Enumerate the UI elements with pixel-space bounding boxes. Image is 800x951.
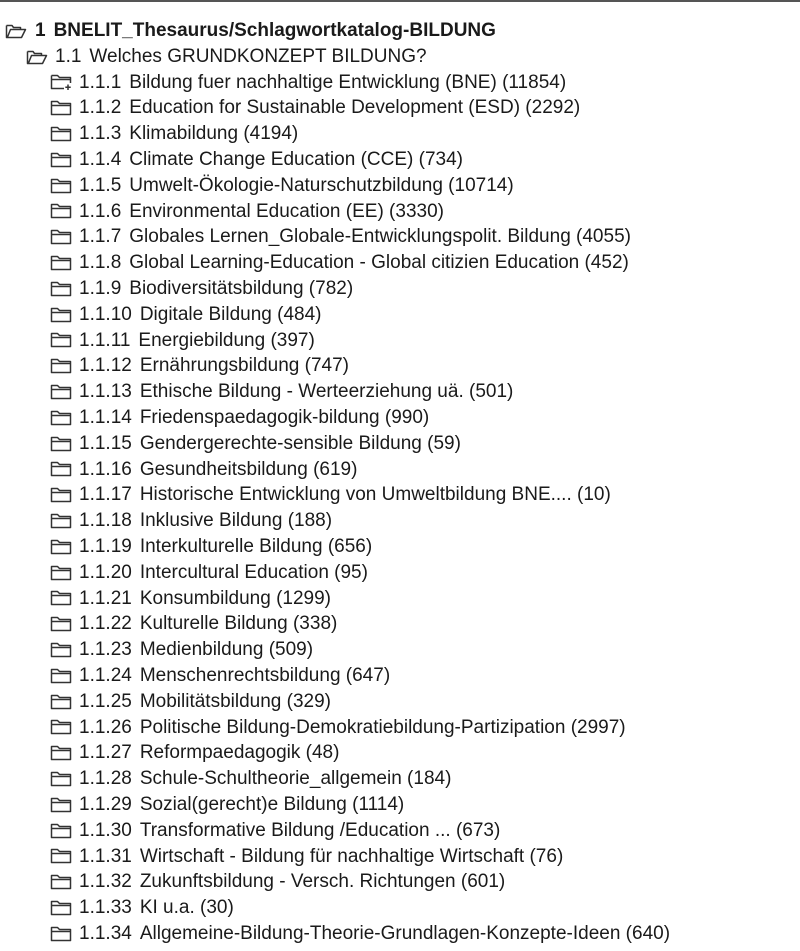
tree-node-section[interactable] [0, 44, 800, 70]
tree-node-label: Education for Sustainable Development (ESD) (2292) [129, 97, 581, 119]
tree-node-number: 1.1.20 [79, 561, 132, 583]
tree-node-number: 1.1.1 [79, 71, 122, 93]
tree-node-item[interactable] [0, 869, 800, 895]
folder-icon [50, 485, 72, 505]
folder-plus-icon [50, 72, 72, 92]
tree-node-label: Energiebildung (397) [138, 329, 315, 351]
tree-node-item[interactable] [0, 70, 800, 96]
tree-node-number: 1.1.26 [79, 716, 132, 738]
tree-node-item[interactable] [0, 250, 800, 276]
folder-icon [50, 227, 72, 247]
folder-icon [50, 511, 72, 531]
tree-node-item[interactable] [0, 689, 800, 715]
folder-icon [50, 898, 72, 918]
folder-icon [50, 769, 72, 789]
tree-node-item[interactable] [0, 173, 800, 199]
tree-node-item[interactable] [0, 199, 800, 225]
folder-icon [50, 201, 72, 221]
tree-node-number: 1.1.28 [79, 768, 132, 790]
folder-icon [50, 666, 72, 686]
tree-node-number: 1.1.3 [79, 123, 122, 145]
tree-node-label: Gesundheitsbildung (619) [139, 458, 358, 480]
tree-node-number: 1.1.22 [79, 613, 132, 635]
tree-node-item[interactable] [0, 147, 800, 173]
tree-node-item[interactable] [0, 508, 800, 534]
folder-icon [50, 614, 72, 634]
tree-node-label: Umwelt-Ökologie-Naturschutzbildung (10714) [129, 174, 514, 196]
tree-node-label: Kulturelle Bildung (338) [139, 613, 338, 635]
tree-node-item[interactable] [0, 921, 800, 947]
tree-node-label: Globales Lernen_Globale-Entwicklungspolit. Bildung (4055) [129, 226, 631, 248]
tree-node-item[interactable] [0, 405, 800, 431]
tree-node-number: 1.1.18 [79, 510, 132, 532]
folder-icon [50, 563, 72, 583]
tree-node-item[interactable] [0, 663, 800, 689]
tree-node-number: 1.1.27 [79, 742, 132, 764]
folder-icon [50, 356, 72, 376]
tree-node-item[interactable] [0, 482, 800, 508]
tree-node-root[interactable] [0, 18, 800, 44]
tree-node-item[interactable] [0, 379, 800, 405]
tree-node-label: Allgemeine-Bildung-Theorie-Grundlagen-Konzepte-Ideen (640) [139, 922, 671, 944]
top-divider [0, 0, 800, 2]
tree-node-number: 1.1.25 [79, 690, 132, 712]
tree-node-label: Gendergerechte-sensible Bildung (59) [139, 432, 461, 454]
folder-icon [50, 795, 72, 815]
tree-node-item[interactable] [0, 431, 800, 457]
tree-node-number: 1.1.29 [79, 793, 132, 815]
tree-node-number: 1.1 [55, 45, 82, 67]
tree-node-item[interactable] [0, 302, 800, 328]
thesaurus-tree [0, 18, 800, 947]
tree-node-label: Friedenspaedagogik-bildung (990) [139, 406, 430, 428]
tree-node-item[interactable] [0, 276, 800, 302]
tree-node-item[interactable] [0, 895, 800, 921]
tree-node-number: 1.1.11 [79, 329, 131, 351]
tree-node-number: 1.1.6 [79, 200, 122, 222]
tree-node-number: 1.1.34 [79, 922, 132, 944]
tree-node-label: Zukunftsbildung - Versch. Richtungen (601) [139, 871, 506, 893]
tree-node-label: Digitale Bildung (484) [139, 303, 322, 325]
tree-node-number: 1.1.23 [79, 639, 132, 661]
tree-node-number: 1.1.13 [79, 381, 132, 403]
tree-node-number: 1.1.31 [79, 845, 132, 867]
tree-node-item[interactable] [0, 457, 800, 483]
tree-node-label: BNELIT_Thesaurus/Schlagwortkatalog-BILDUNG [53, 20, 496, 41]
tree-node-label: Environmental Education (EE) (3330) [129, 200, 444, 222]
folder-icon [50, 98, 72, 118]
folder-icon [50, 176, 72, 196]
folder-icon [50, 279, 72, 299]
tree-node-number: 1.1.12 [79, 355, 132, 377]
tree-node-label: Medienbildung (509) [139, 639, 314, 661]
folder-icon [50, 588, 72, 608]
tree-node-label: Climate Change Education (CCE) (734) [129, 148, 463, 170]
folder-icon [50, 924, 72, 944]
folder-icon [50, 330, 72, 350]
tree-node-number: 1.1.7 [79, 226, 122, 248]
folder-icon [50, 537, 72, 557]
folder-icon [50, 846, 72, 866]
tree-node-number: 1.1.32 [79, 871, 132, 893]
tree-node-label: Sozial(gerecht)e Bildung (1114) [139, 793, 405, 815]
tree-node-item[interactable] [0, 534, 800, 560]
folder-icon [50, 717, 72, 737]
folder-icon [50, 124, 72, 144]
tree-node-item[interactable] [0, 844, 800, 870]
tree-node-item[interactable] [0, 586, 800, 612]
tree-node-number: 1.1.9 [79, 277, 122, 299]
tree-node-item[interactable] [0, 353, 800, 379]
tree-node-item[interactable] [0, 792, 800, 818]
folder-icon [50, 640, 72, 660]
tree-node-label: Mobilitätsbildung (329) [139, 690, 331, 712]
tree-node-number: 1.1.8 [79, 252, 122, 274]
tree-node-label: Global Learning-Education - Global citizien Education (452) [129, 252, 629, 274]
tree-node-number: 1 [35, 20, 46, 41]
folder-icon [50, 408, 72, 428]
tree-node-label: Ernährungsbildung (747) [139, 355, 349, 377]
tree-node-label: Bildung fuer nachhaltige Entwicklung (BNE) (11854) [129, 71, 567, 93]
tree-node-label: Transformative Bildung /Education ... (673) [139, 819, 501, 841]
tree-node-label: Klimabildung (4194) [129, 123, 299, 145]
tree-node-label: Menschenrechtsbildung (647) [139, 664, 391, 686]
tree-node-item[interactable] [0, 95, 800, 121]
tree-node-item[interactable] [0, 715, 800, 741]
folder-icon [50, 459, 72, 479]
tree-node-label: Inklusive Bildung (188) [139, 510, 333, 532]
tree-node-number: 1.1.19 [79, 535, 132, 557]
tree-node-label: KI u.a. (30) [139, 897, 234, 919]
folder-icon [50, 821, 72, 841]
folder-icon [50, 743, 72, 763]
folder-open-icon [26, 47, 48, 67]
tree-node-item[interactable] [0, 560, 800, 586]
tree-node-label: Welches GRUNDKONZEPT BILDUNG? [89, 45, 427, 67]
tree-node-number: 1.1.5 [79, 174, 122, 196]
folder-icon [50, 150, 72, 170]
folder-icon [50, 434, 72, 454]
tree-node-number: 1.1.14 [79, 406, 132, 428]
folder-icon [50, 692, 72, 712]
tree-node-number: 1.1.30 [79, 819, 132, 841]
tree-node-number: 1.1.15 [79, 432, 132, 454]
tree-node-item[interactable] [0, 766, 800, 792]
tree-node-label: Wirtschaft - Bildung für nachhaltige Wirtschaft (76) [139, 845, 564, 867]
tree-node-label: Konsumbildung (1299) [139, 587, 332, 609]
folder-icon [50, 305, 72, 325]
folder-open-icon [5, 21, 27, 41]
tree-node-item[interactable] [0, 637, 800, 663]
tree-node-label: Reformpaedagogik (48) [139, 742, 340, 764]
tree-node-item[interactable] [0, 740, 800, 766]
tree-node-number: 1.1.17 [79, 484, 132, 506]
tree-node-number: 1.1.33 [79, 897, 132, 919]
tree-node-number: 1.1.2 [79, 97, 122, 119]
tree-node-label: Intercultural Education (95) [139, 561, 368, 583]
folder-icon [50, 872, 72, 892]
tree-node-label: Politische Bildung-Demokratiebildung-Partizipation (2997) [139, 716, 626, 738]
folder-icon [50, 253, 72, 273]
tree-node-item[interactable] [0, 224, 800, 250]
tree-node-number: 1.1.16 [79, 458, 132, 480]
tree-node-label: Biodiversitätsbildung (782) [129, 277, 354, 299]
tree-node-item[interactable] [0, 818, 800, 844]
tree-node-number: 1.1.10 [79, 303, 132, 325]
tree-node-item[interactable] [0, 121, 800, 147]
tree-node-label: Schule-Schultheorie_allgemein (184) [139, 768, 452, 790]
tree-node-item[interactable] [0, 328, 800, 354]
tree-node-item[interactable] [0, 611, 800, 637]
tree-node-number: 1.1.24 [79, 664, 132, 686]
tree-node-number: 1.1.21 [79, 587, 132, 609]
tree-node-label: Ethische Bildung - Werteerziehung uä. (501) [139, 381, 514, 403]
tree-node-label: Interkulturelle Bildung (656) [139, 535, 373, 557]
tree-node-label: Historische Entwicklung von Umweltbildung BNE.... (10) [139, 484, 611, 506]
folder-icon [50, 382, 72, 402]
tree-node-number: 1.1.4 [79, 148, 122, 170]
